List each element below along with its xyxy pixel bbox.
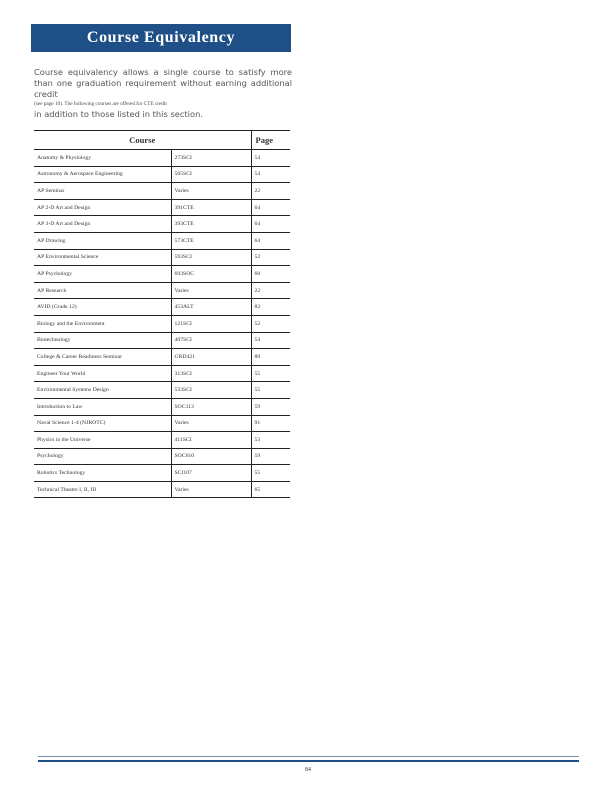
course-name-cell: AP Psychology (34, 266, 171, 283)
page-number-cell: 59 (251, 448, 290, 465)
table-row (34, 448, 290, 465)
course-name-cell: Introduction to Law (34, 398, 171, 415)
course-name-cell: Biology and the Environment (34, 315, 171, 332)
course-name-cell: AP Seminar (34, 183, 171, 200)
course-name-cell: Astronomy & Aerospace Engineering (34, 166, 171, 183)
course-code-cell: 533SCI (171, 382, 251, 399)
page-number-cell: 54 (251, 150, 290, 167)
course-code-cell: SCI107 (171, 465, 251, 482)
course-name-cell: AP 2-D Art and Design (34, 199, 171, 216)
table-row (34, 183, 290, 200)
course-name-cell: Engineer Your World (34, 365, 171, 382)
page-number-cell: 59 (251, 398, 290, 415)
course-name-cell: Biotechnology (34, 332, 171, 349)
course-code-cell: 121SCI (171, 315, 251, 332)
course-name-cell: AVID (Grade 12) (34, 299, 171, 316)
page-number-cell: 53 (251, 432, 290, 449)
table-body (34, 150, 290, 498)
course-code-cell: Varies (171, 183, 251, 200)
page-number-cell: 64 (251, 199, 290, 216)
course-name-cell: Technical Theatre I, II, III (34, 481, 171, 498)
table-row (34, 299, 290, 316)
intro-text: Course equivalency allows a single course to satisfy more than one graduation requirement without earning additional credit (34, 67, 292, 99)
footer-rule-thick (38, 760, 579, 762)
course-code-cell: 273SCI (171, 150, 251, 167)
course-name-cell: AP Drawing (34, 232, 171, 249)
course-code-cell: Varies (171, 415, 251, 432)
page-number-cell: 52 (251, 315, 290, 332)
column-header-course: Course (34, 131, 251, 150)
page-number-cell: 22 (251, 183, 290, 200)
page-number-cell: 54 (251, 332, 290, 349)
table-row (34, 349, 290, 366)
column-header-page: Page (251, 131, 290, 150)
course-equivalency-table (34, 130, 290, 498)
table-row (34, 481, 290, 498)
intro-paragraph (34, 67, 292, 120)
table-row (34, 465, 290, 482)
page-number-cell: 60 (251, 266, 290, 283)
course-code-cell: 313SCI (171, 365, 251, 382)
table-row (34, 282, 290, 299)
course-code-cell: 407SCI (171, 332, 251, 349)
footer-rule-thin (38, 756, 579, 757)
page-number: 84 (305, 767, 311, 773)
intro-text-continued: in addition to those listed in this section. (34, 109, 203, 119)
table-row (34, 232, 290, 249)
page-number-cell: 22 (251, 282, 290, 299)
course-name-cell: Physics in the Universe (34, 432, 171, 449)
course-code-cell: SOC113 (171, 398, 251, 415)
course-name-cell: College & Career Readiness Seminar (34, 349, 171, 366)
table-row (34, 166, 290, 183)
title-banner (31, 24, 291, 52)
table-header-row (34, 131, 290, 150)
page-number-cell: 64 (251, 232, 290, 249)
page-number-cell: 64 (251, 216, 290, 233)
course-code-cell: Varies (171, 481, 251, 498)
course-code-cell: 593SCI (171, 249, 251, 266)
table-row (34, 315, 290, 332)
course-code-cell: 453ALT (171, 299, 251, 316)
page-number-cell: 55 (251, 365, 290, 382)
course-code-cell: 393CTE (171, 216, 251, 233)
course-code-cell: 411SCI (171, 432, 251, 449)
page-number-cell: 52 (251, 249, 290, 266)
course-name-cell: Environmental Systems Design (34, 382, 171, 399)
course-code-cell: 693SOC (171, 266, 251, 283)
course-code-cell: 505SCI (171, 166, 251, 183)
table-row (34, 332, 290, 349)
table-row (34, 432, 290, 449)
table-row (34, 199, 290, 216)
table-row (34, 382, 290, 399)
page-number-cell: 54 (251, 166, 290, 183)
course-name-cell: Anatomy & Physiology (34, 150, 171, 167)
course-code-cell: SOC610 (171, 448, 251, 465)
course-code-cell: 391CTE (171, 199, 251, 216)
course-code-cell: 573CTE (171, 232, 251, 249)
page-number-cell: 82 (251, 299, 290, 316)
page-number-cell: 91 (251, 415, 290, 432)
intro-note: (see page 10). The following courses are offered for CTE credit (34, 101, 167, 107)
page-number-cell: 80 (251, 349, 290, 366)
page-number-cell: 55 (251, 465, 290, 482)
course-name-cell: AP 3-D Art and Design (34, 216, 171, 233)
page-number-cell: 55 (251, 382, 290, 399)
page-number-cell: 65 (251, 481, 290, 498)
course-name-cell: Naval Science 1-4 (NJROTC) (34, 415, 171, 432)
table-row (34, 398, 290, 415)
course-name-cell: Robotics Technology (34, 465, 171, 482)
course-name-cell: AP Research (34, 282, 171, 299)
page-title: Course Equivalency (86, 29, 236, 46)
table-row (34, 216, 290, 233)
table-row (34, 150, 290, 167)
table-row (34, 249, 290, 266)
table-row (34, 415, 290, 432)
course-code-cell: GRD421 (171, 349, 251, 366)
table-row (34, 266, 290, 283)
table-row (34, 365, 290, 382)
course-code-cell: Varies (171, 282, 251, 299)
course-name-cell: Psychology (34, 448, 171, 465)
course-name-cell: AP Environmental Science (34, 249, 171, 266)
